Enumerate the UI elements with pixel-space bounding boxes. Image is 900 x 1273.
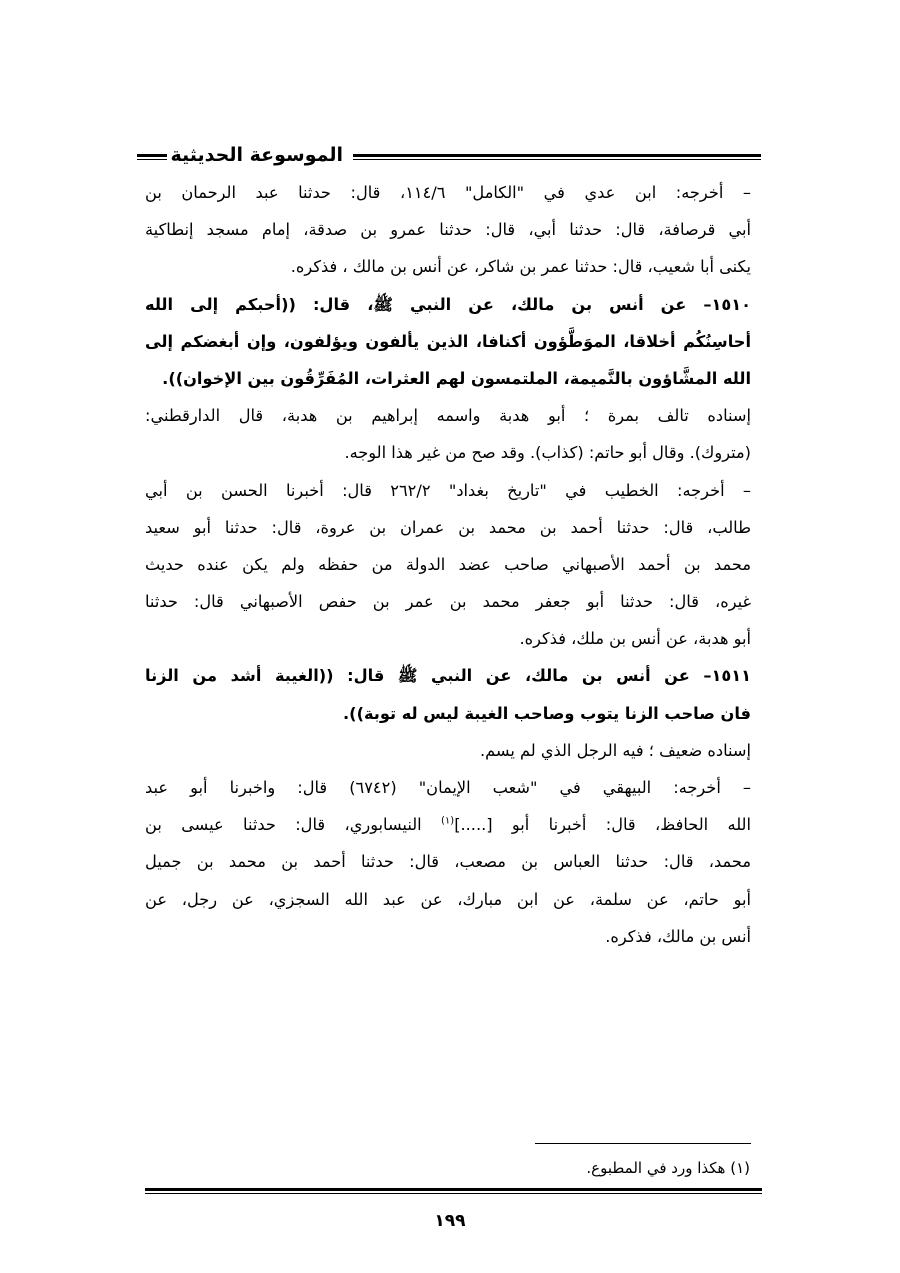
hadith-1510-line: الله المشَّاؤون بالنَّميمة، الملتمسون لهم العثرات، المُفَرِّقُون بين الإخوان)). [162,368,751,388]
page-header [137,140,761,174]
text-line: غيره، قال: حدثنا أبو جعفر محمد بن عمر بن حفص الأصبهاني قال: حدثنا [145,592,751,612]
text-line: طالب، قال: حدثنا أحمد بن محمد بن عمران بن عروة، قال: حدثنا أبو سعيد [145,517,751,537]
hadith-1511-line: فان صاحب الزنا يتوب وصاحب الغيبة ليس له توبة)). [343,703,751,723]
footnote-marker: (١) [441,815,455,827]
text-line: – أخرجه: ابن عدي في "الكامل" ١١٤/٦، قال: حدثنا عبد الرحمان بن [145,183,751,202]
text-line: أنس بن مالك، فذكره. [605,926,751,946]
footer-rule [145,1188,762,1194]
text-line: أبو هدبة، عن أنس بن ملك، فذكره. [519,629,751,649]
text-line: – أخرجه: البيهقي في "شعب الإيمان" (٦٧٤٢) قال: واخبرنا أبو عبد [145,778,751,797]
header-title: الموسوعة الحديثية [167,140,348,170]
isnad-grading-line: إسناده تالف بمرة ؛ أبو هدبة واسمه إبراهيم بن هدبة، قال الدارقطني: [145,406,751,426]
footnote-separator [535,1143,751,1144]
text-line: يكنى أبا شعيب، قال: حدثنا عمر بن شاكر، عن أنس بن مالك ، فذكره. [290,257,751,277]
body-text [145,174,751,955]
text-line: أبو حاتم، عن سلمة، عن ابن مبارك، عن عبد الله السجزي، عن رجل، عن [145,889,751,909]
hadith-1511-line: ١٥١١– عن أنس بن مالك، عن النبي ﷺ قال: ((الغيبة أشد من الزنا [145,666,751,686]
header-rule-right [353,154,761,160]
text-line: – أخرجه: الخطيب في "تاريخ بغداد" ٢٦٢/٢ قال: أخبرنا الحسن بن أبي [145,480,751,500]
text-line [145,806,751,843]
page-number: ١٩٩ [434,1211,466,1231]
hadith-1510-line: ١٥١٠– عن أنس بن مالك، عن النبي ﷺ، قال: ((أحبكم إلى الله [145,294,751,314]
text-line: محمد بن أحمد الأصبهاني صاحب عضد الدولة من حفظه ولم يكن عنده حديث [145,554,751,574]
isnad-grading-line: إسناده ضعيف ؛ فيه الرجل الذي لم يسم. [479,740,751,760]
text-line: أبي قرصافة، قال: حدثنا أبي، قال: حدثنا عمرو بن صدقة، إمام مسجد إنطاكية [145,220,751,240]
text-line: (متروك). وقال أبو حاتم: (كذاب). وقد صح من غير هذا الوجه. [344,443,751,463]
text-line: محمد، قال: حدثنا العباس بن مصعب، قال: حدثنا أحمد بن محمد بن جميل [145,852,751,872]
hadith-1510-line: أحاسِنُكُم أخلاقا، الموَطَّؤون أكنافا، الذين يألفون ويؤلفون، وإن أبغضكم إلى [145,331,751,351]
text-segment: الله الحافظ، قال: أخبرنا أبو [.....] [454,815,751,835]
text-segment: النيسابوري، قال: حدثنا عيسى بن [145,815,441,835]
footnote: (١) هكذا ورد في المطبوع. [586,1159,750,1177]
